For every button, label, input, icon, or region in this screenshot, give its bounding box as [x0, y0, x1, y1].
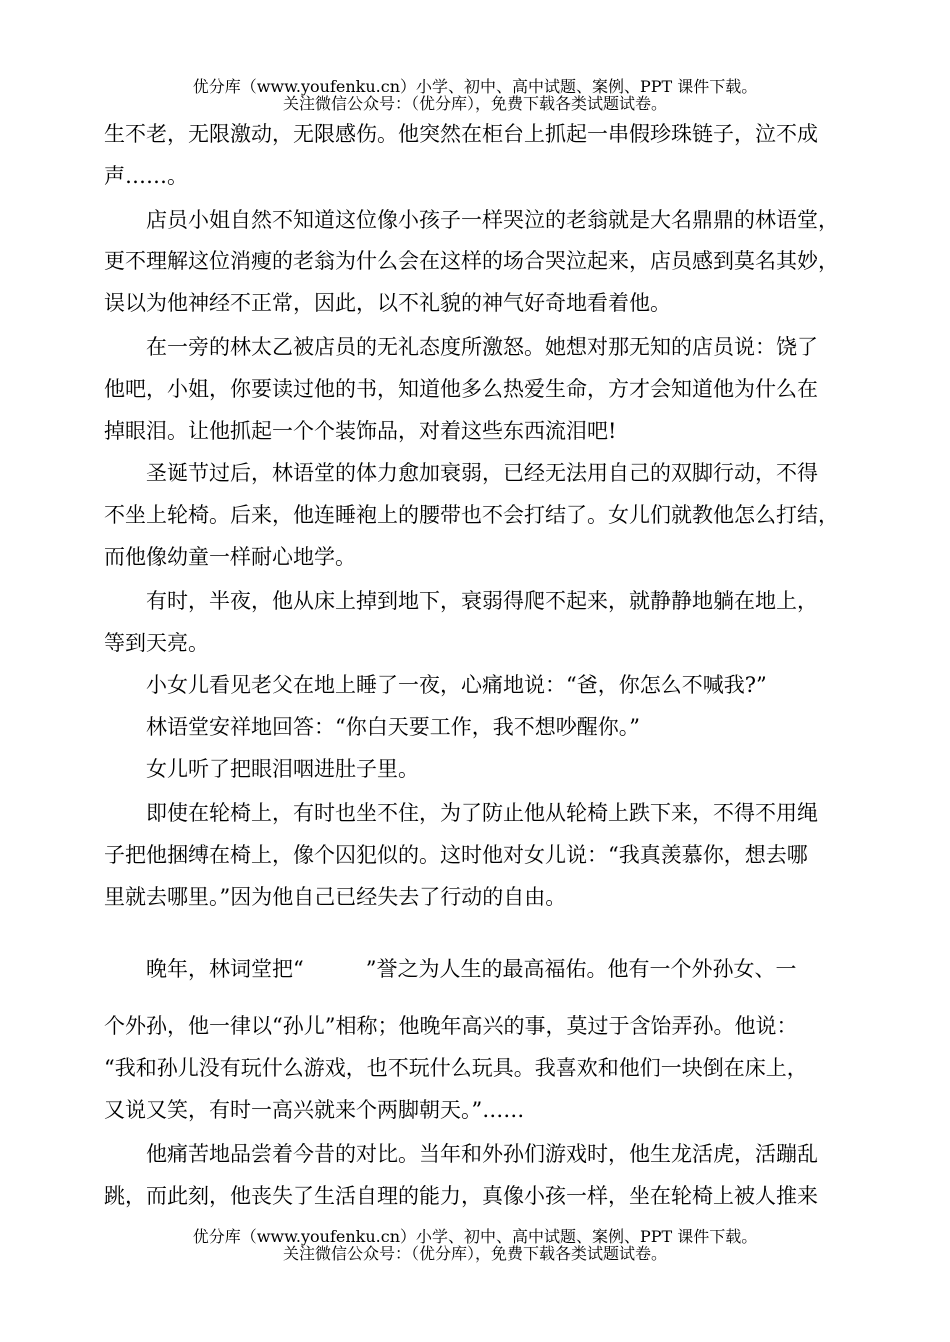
- text-line: 他吧，小姐，你要读过他的书，知道他多么热爱生命，方才会知道他为什么在: [104, 377, 818, 401]
- text-line: 声……。: [104, 164, 188, 188]
- text-line: 小女儿看见老父在地上睡了一夜，心痛地说：“爸，你怎么不喊我?”: [146, 673, 767, 697]
- text-line: 而他像幼童一样耐心地学。: [104, 545, 356, 569]
- header-line-1: 优分库（www.youfenku.cn）小学、初中、高中试题、案例、PPT 课件下载。: [192, 77, 758, 96]
- text-line: 他痛苦地品尝着今昔的对比。当年和外孙们游戏时，他生龙活虎，活蹦乱: [146, 1142, 818, 1166]
- header-line-2: 关注微信公众号：（优分库），免费下载各类试题试卷。: [282, 94, 667, 113]
- text-line: 女儿听了把眼泪咽进肚子里。: [146, 757, 419, 781]
- text-line: 里就去哪里。”因为他自己已经失去了行动的自由。: [104, 885, 567, 909]
- text-line: 圣诞节过后，林语堂的体力愈加衰弱，已经无法用自己的双脚行动，不得: [146, 461, 818, 485]
- footer-line-2: 关注微信公众号：（优分库），免费下载各类试题试卷。: [282, 1244, 667, 1263]
- text-line: 掉眼泪。让他抓起一个个装饰品，对着这些东西流泪吧!: [104, 419, 617, 443]
- text-line: “我和孙儿没有玩什么游戏，也不玩什么玩具。我喜欢和他们一块倒在床上，: [104, 1056, 808, 1080]
- text-line: 生不老，无限激动，无限感伤。他突然在柜台上抓起一串假珍珠链子，泣不成: [104, 122, 818, 146]
- text-line: 即使在轮椅上，有时也坐不住，为了防止他从轮椅上跌下来，不得不用绳: [146, 801, 818, 825]
- text-line: 更不理解这位消瘦的老翁为什么会在这样的场合哭泣起来，店员感到莫名其妙，: [104, 249, 839, 273]
- text-line: 跳，而此刻，他丧失了生活自理的能力，真像小孩一样，坐在轮椅上被人推来: [104, 1184, 818, 1208]
- text-line: 个外孙，他一律以“孙儿”相称；他晚年高兴的事，莫过于含饴弄孙。他说：: [104, 1014, 798, 1038]
- text-line: 店员小姐自然不知道这位像小孩子一样哭泣的老翁就是大名鼎鼎的林语堂，: [146, 208, 839, 232]
- page-footer: [0, 1228, 950, 1262]
- text-line: 不坐上轮椅。后来，他连睡袍上的腰带也不会打结了。女儿们就教他怎么打结，: [104, 503, 839, 527]
- text-line: 等到天亮。: [104, 631, 209, 655]
- text-line: [146, 948, 796, 990]
- text-segment: ”誉之为人生的最高福佑。他有一个外孙女、一: [365, 957, 797, 981]
- text-segment: 晚年，林词堂把“: [146, 957, 304, 981]
- footer-line-1: 优分库（www.youfenku.cn）小学、初中、高中试题、案例、PPT 课件下载。: [192, 1227, 758, 1246]
- text-line: 又说又笑，有时一高兴就来个两脚朝天。”……: [104, 1098, 525, 1122]
- text-line: 在一旁的林太乙被店员的无礼态度所激怒。她想对那无知的店员说：饶了: [146, 335, 818, 359]
- text-line: 子把他捆缚在椅上，像个囚犯似的。这时他对女儿说：“我真羡慕你，想去哪: [104, 843, 808, 867]
- text-line: 林语堂安祥地回答：“你白天要工作，我不想吵醒你。”: [146, 715, 640, 739]
- text-line: 误以为他神经不正常，因此，以不礼貌的神气好奇地看着他。: [104, 291, 671, 315]
- page-header: [0, 78, 950, 112]
- text-line: 有时，半夜，他从床上掉到地下，衰弱得爬不起来，就静静地躺在地上，: [146, 589, 818, 613]
